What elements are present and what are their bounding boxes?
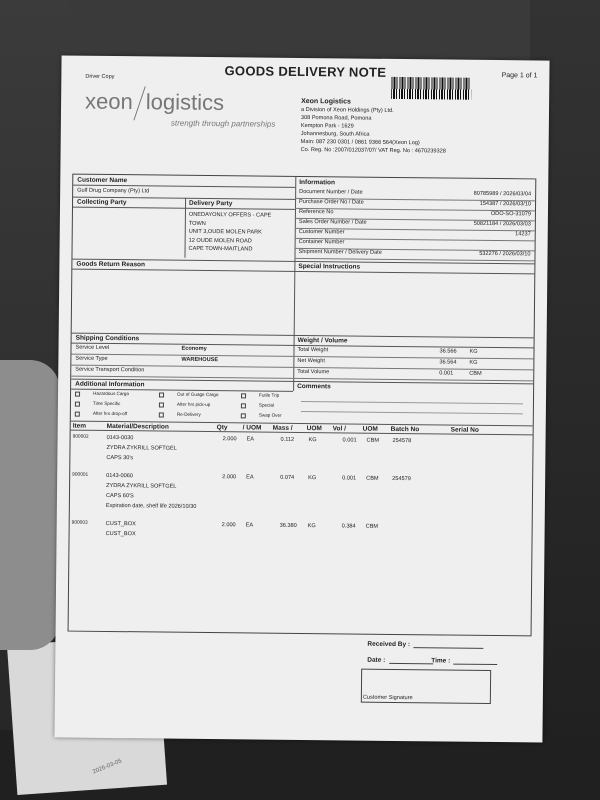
goods-return-label: Goods Return Reason: [76, 260, 146, 269]
received-by-line: [413, 647, 483, 649]
material-code: 0143-0060: [106, 472, 133, 480]
info-value: 14237: [515, 231, 531, 238]
shipping-value: Economy: [181, 345, 207, 352]
address-line: CAPE TOWN-MAITLAND: [188, 245, 253, 253]
holding-hand: [0, 360, 60, 650]
customer-name-value: Gulf Drug Company (Pty) Ltd: [77, 187, 150, 195]
shipping-key: Service Type: [75, 355, 108, 362]
info-key: Shipment Number / Delivery Date: [298, 248, 382, 256]
mass-uom: KG: [307, 523, 316, 530]
column-header: Batch No: [390, 425, 420, 434]
company-name: Xeon Logistics: [301, 97, 351, 106]
address-line: ONEDAYONLY OFFERS - CAPE: [188, 211, 272, 219]
weight-unit: KG: [469, 348, 478, 355]
address-line: 12 OUDE MOLEN ROAD: [188, 237, 252, 244]
item-description: CAPS 60'S: [105, 492, 134, 500]
address-line: TOWN: [188, 220, 206, 227]
quantity-uom: EA: [246, 474, 254, 481]
received-by-label: Received By :: [367, 640, 411, 649]
batch-number: 254578: [392, 437, 412, 445]
time-line: [453, 664, 497, 665]
date-label: Date :: [367, 656, 386, 664]
material-code: CUST_BOX: [105, 520, 136, 528]
quantity: 2.000: [222, 474, 237, 481]
info-value: 154387 / 2026/03/10: [479, 200, 532, 208]
delivery-note-paper: [54, 55, 549, 742]
checkbox-icon: [159, 393, 164, 398]
column-header: Serial No: [450, 426, 479, 434]
column-header: Qty: [216, 424, 228, 432]
quantity: 2.000: [221, 522, 236, 529]
weight-value: 36.566: [439, 348, 457, 355]
mass-uom: KG: [308, 437, 317, 444]
quantity-uom: EA: [245, 522, 254, 529]
item-description: CAPS 30's: [106, 454, 134, 462]
item-number: 900001: [72, 472, 89, 478]
checkbox-icon: [241, 413, 246, 418]
form-frame: [68, 174, 537, 637]
information-label: Information: [299, 178, 336, 187]
volume: 0.001: [342, 437, 357, 444]
info-key: Document Number / Date: [299, 188, 363, 196]
checkbox-icon: [241, 393, 246, 398]
checkbox-icon: [159, 403, 164, 408]
driver-copy-label: Driver Copy: [85, 73, 115, 81]
company-line: Co. Reg. No :2007/012037/07/ VAT Reg. No : 4670239328: [300, 146, 446, 155]
item-description: ZYDRA ZYKRILL SOFTGEL: [106, 482, 177, 490]
info-key: Customer Number: [298, 228, 345, 236]
logo-divider: [133, 86, 145, 120]
weight-row-line: [293, 356, 533, 360]
page-number: Page 1 of 1: [501, 72, 538, 80]
batch-number: 254579: [392, 475, 411, 483]
checkbox-label: Swap Over: [258, 412, 282, 418]
weight-unit: KG: [469, 359, 478, 366]
company-line: Kempton Park - 1629: [300, 122, 354, 130]
document-title: GOODS DELIVERY NOTE: [224, 63, 387, 80]
mass: 0.112: [280, 436, 295, 443]
item-number: 900003: [71, 520, 88, 526]
info-key: Reference No: [298, 208, 334, 216]
customer-name-label: Customer Name: [77, 176, 128, 185]
mass-uom: KG: [308, 475, 317, 482]
shipping-conditions-label: Shipping Conditions: [75, 334, 140, 343]
column-header: Item: [72, 422, 87, 430]
company-line: a Division of Xeon Holdings (Pty) Ltd.: [300, 106, 394, 114]
weight-key: Total Weight: [297, 346, 329, 354]
company-line: Main: 087 230 0301 / 0861 9366 564(Xeon Log): [300, 138, 420, 147]
comment-line: [301, 401, 523, 404]
mass: 0.074: [280, 474, 295, 481]
mass: 36.380: [279, 522, 297, 529]
column-header: Mass /: [272, 424, 293, 432]
volume: 0.001: [342, 475, 357, 482]
checkbox-label: Hazardous Cargo: [93, 390, 130, 397]
weight-volume-label: Weight / Volume: [297, 336, 348, 345]
address-line: UNIT 3,OUDE MOLEN PARK: [188, 228, 262, 236]
column-header: / UOM: [242, 424, 262, 432]
comments-label: Comments: [297, 382, 331, 391]
logo-tagline: strength through partnerships: [170, 118, 276, 129]
checkbox-icon: [75, 402, 80, 407]
company-logo: [85, 86, 224, 121]
item-number: 900002: [72, 434, 89, 440]
volume-uom: CBM: [366, 475, 379, 482]
company-line: Johannesburg, South Africa: [300, 130, 370, 138]
shipping-value: WAREHOUSE: [181, 356, 219, 364]
logo-left-text: xeon: [84, 88, 133, 115]
underneath-date: 2026-03-05: [91, 758, 123, 776]
barcode-icon: [391, 77, 471, 100]
quantity-uom: EA: [246, 436, 255, 443]
logo-right-text: logistics: [145, 89, 225, 115]
checkbox-label: After hrs pick-up: [176, 401, 211, 408]
item-description: Expiration date, shelf life 2026/10/30: [105, 502, 197, 510]
comment-line: [301, 411, 523, 414]
weight-value: 36.564: [439, 359, 457, 366]
checkbox-label: Futile Trip: [259, 392, 280, 398]
checkbox-icon: [75, 412, 80, 417]
volume-uom: CBM: [365, 523, 379, 530]
checkbox-label: Time Specific: [92, 400, 121, 407]
checkbox-icon: [241, 403, 246, 408]
info-key: Purchase Order No / Date: [299, 198, 364, 206]
additional-information-label: Additional Information: [75, 380, 145, 389]
weight-key: Net Weight: [297, 357, 326, 365]
checkbox-label: After hrs drop-off: [92, 410, 128, 417]
company-line: 308 Pomona Road, Pomona: [300, 114, 372, 122]
volume-uom: CBM: [366, 437, 380, 444]
info-value: 80785989 / 2026/03/04: [473, 190, 532, 198]
collecting-party-label: Collecting Party: [77, 198, 127, 207]
company-address-block: [301, 98, 447, 156]
customer-signature-label: Customer Signature: [362, 694, 413, 702]
info-key: Sales Order Number / Date: [298, 218, 367, 226]
checkbox-label: Re-Delivery: [176, 411, 201, 417]
column-header: Material/Description: [106, 422, 169, 431]
weight-value: 0.001: [439, 370, 454, 377]
date-line: [389, 663, 433, 664]
weight-key: Total Volume: [297, 368, 330, 376]
divider: [184, 198, 186, 258]
delivery-party-address: [189, 211, 272, 254]
quantity: 2.000: [222, 436, 237, 443]
delivery-party-label: Delivery Party: [189, 199, 233, 208]
checkbox-icon: [159, 413, 164, 418]
shipping-key: Service Transport Condition: [75, 366, 145, 374]
column-header: UOM: [362, 425, 378, 433]
volume: 0.384: [341, 523, 356, 530]
weight-unit: CBM: [469, 370, 482, 377]
info-value: ODO-SO-31079: [490, 210, 531, 218]
item-description: ZYDRA ZYKRILL SOFTGEL: [106, 444, 177, 452]
checkbox-label: Special: [258, 402, 275, 408]
info-value: 50821184 / 2026/03/03: [473, 220, 531, 228]
info-key: Container Number: [298, 238, 345, 246]
checkbox-label: Out of Guage Cargo: [177, 391, 219, 398]
shipping-key: Service Level: [75, 344, 110, 351]
item-description: CUST_BOX: [105, 530, 136, 538]
column-header: Vol /: [332, 425, 346, 433]
background-steering-wheel: [0, 0, 600, 60]
special-instructions-label: Special Instructions: [298, 262, 361, 271]
info-value: 532276 / 2026/03/10: [479, 250, 531, 258]
material-code: 0143-0030: [106, 434, 134, 442]
checkbox-icon: [75, 392, 80, 397]
column-header: UOM: [306, 425, 322, 433]
time-label: Time :: [431, 657, 451, 665]
